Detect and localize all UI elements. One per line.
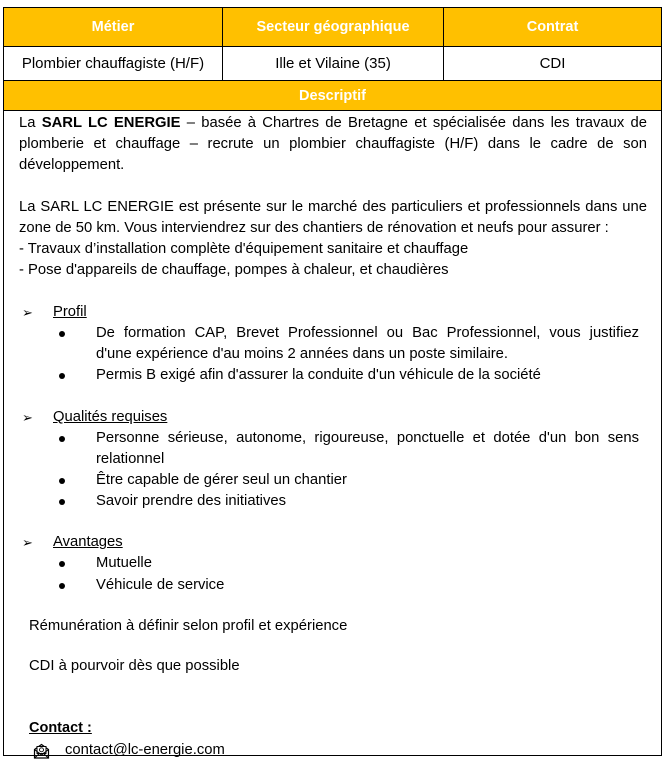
intro-line-2: plomberie et chauffage – recrute un plombier chauffagiste (H/F) dans le cadre de son	[19, 136, 647, 152]
section-title-avantages: Avantages	[53, 534, 123, 550]
presentation-line-3: - Travaux d’installation complète d'équipement sanitaire et chauffage	[19, 241, 469, 257]
arrow-bullet-icon: ➢	[22, 535, 33, 550]
header-contrat: Contrat	[526, 19, 579, 35]
descriptif-title: Descriptif	[299, 87, 366, 104]
contact-email-link[interactable]: contact@lc-energie.com	[65, 742, 225, 758]
contact-email-row	[33, 740, 225, 761]
envelope-icon	[33, 743, 50, 759]
section-title-profil: Profil	[53, 304, 87, 320]
bullet-dot-icon	[59, 583, 65, 589]
list-item-text: Permis B exigé afin d'assurer la conduite d'un véhicule de la société	[96, 367, 541, 383]
list-item-line: Personne sérieuse, autonome, rigoureuse, ponctuelle et dotée d'un bon sens	[96, 430, 639, 446]
intro-prefix: La	[19, 115, 42, 131]
company-name: SARL LC ENERGIE	[41, 115, 181, 131]
presentation-line-2: zone de 50 km. Vous interviendrez sur des chantiers de rénovation et neufs pour assurer :	[19, 220, 609, 236]
section-title-qualites: Qualités requises	[53, 409, 168, 425]
presentation-line-1: La SARL LC ENERGIE est présente sur le marché des particuliers et professionnels dans une	[19, 199, 647, 215]
arrow-bullet-icon: ➢	[22, 305, 33, 320]
presentation-paragraph	[19, 197, 647, 281]
bullet-dot-icon	[59, 478, 65, 484]
job-offer-table	[3, 7, 662, 756]
table-value-row	[4, 47, 661, 81]
bullet-dot-icon	[59, 499, 65, 505]
descriptif-body	[4, 111, 661, 758]
intro-line-1	[19, 113, 647, 134]
list-item-text	[96, 323, 639, 365]
intro-text-1: – basée à Chartres de Bretagne et spécialisée dans les travaux de	[180, 115, 647, 131]
list-item-line: De formation CAP, Brevet Professionnel ou Bac Professionnel, vous justifiez	[96, 325, 639, 341]
contact-label: Contact :	[29, 720, 92, 736]
list-item-line: relationnel	[96, 451, 165, 467]
bullet-dot-icon	[59, 561, 65, 567]
list-item-text	[96, 428, 639, 470]
list-item-line: d'une expérience d'au moins 2 années dans un poste similaire.	[96, 346, 509, 362]
availability-text: CDI à pourvoir dès que possible	[29, 658, 240, 674]
table-header-row	[4, 8, 661, 47]
descriptif-header	[4, 81, 661, 111]
intro-paragraph	[19, 113, 647, 176]
header-secteur: Secteur géographique	[223, 8, 444, 46]
bullet-dot-icon	[59, 373, 65, 379]
list-item-text: Mutuelle	[96, 555, 152, 571]
value-metier: Plombier chauffagiste (H/F)	[4, 47, 223, 80]
bullet-dot-icon	[59, 436, 65, 442]
list-item-text: Être capable de gérer seul un chantier	[96, 472, 347, 488]
arrow-bullet-icon: ➢	[22, 410, 33, 425]
bullet-dot-icon	[59, 331, 65, 337]
list-item-text: Savoir prendre des initiatives	[96, 493, 286, 509]
value-contrat: CDI	[539, 55, 566, 72]
header-metier: Métier	[4, 8, 223, 46]
remuneration-text: Rémunération à définir selon profil et expérience	[29, 618, 348, 634]
list-item-text: Véhicule de service	[96, 577, 225, 593]
intro-line-3: développement.	[19, 157, 125, 173]
presentation-line-4: - Pose d'appareils de chauffage, pompes à chaleur, et chaudières	[19, 262, 449, 278]
value-secteur: Ille et Vilaine (35)	[223, 47, 444, 80]
